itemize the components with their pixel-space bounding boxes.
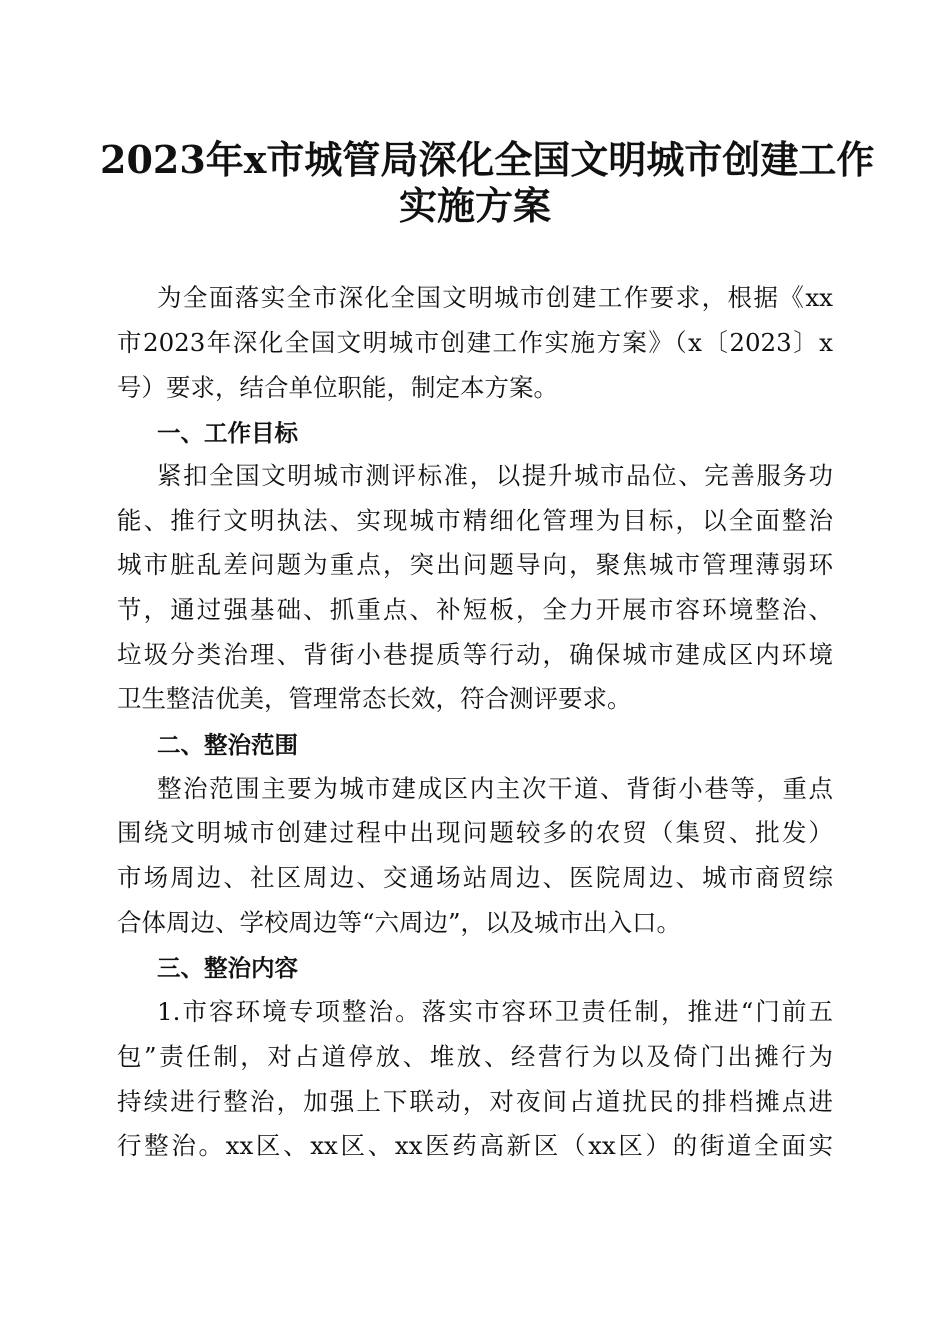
section-heading: 二、整治范围 (157, 731, 298, 759)
paragraph-line: 包”责任制，对占道停放、堆放、经营行为以及倚门出摊行为 (117, 1042, 833, 1071)
paragraph-line: 城市脏乱差问题为重点，突出问题导向，聚焦城市管理薄弱环 (117, 550, 833, 579)
document-title: 2023年x市城管局深化全国文明城市创建工作 (100, 137, 875, 182)
paragraph-line: 整治范围主要为城市建成区内主次干道、背街小巷等，重点 (157, 774, 833, 803)
paragraph-line: 号）要求，结合单位职能，制定本方案。 (117, 373, 558, 402)
section-heading: 一、工作目标 (157, 419, 298, 447)
paragraph-line: 能、推行文明执法、实现城市精细化管理为目标，以全面整治 (117, 506, 833, 535)
paragraph-line: 合体周边、学校周边等“六周边”，以及城市出入口。 (117, 908, 682, 937)
paragraph-line: 市场周边、社区周边、交通场站周边、医院周边、城市商贸综 (117, 863, 833, 892)
section-heading: 三、整治内容 (157, 954, 298, 982)
paragraph-line: 为全面落实全市深化全国文明城市创建工作要求，根据《xx (157, 283, 833, 312)
paragraph-line: 1.市容环境专项整治。落实市容环卫责任制，推进“门前五 (157, 997, 833, 1026)
paragraph-line: 卫生整洁优美，管理常态长效，符合测评要求。 (117, 684, 632, 713)
paragraph-line: 垃圾分类治理、背街小巷提质等行动，确保城市建成区内环境 (117, 640, 833, 669)
paragraph-line: 围绕文明城市创建过程中出现问题较多的农贸（集贸、批发） (117, 818, 833, 847)
paragraph-line: 持续进行整治，加强上下联动，对夜间占道扰民的排档摊点进 (117, 1087, 833, 1116)
paragraph-line: 紧扣全国文明城市测评标准，以提升城市品位、完善服务功 (157, 461, 833, 490)
paragraph-line: 市2023年深化全国文明城市创建工作实施方案》（x〔2023〕x (117, 328, 833, 357)
paragraph-line: 节，通过强基础、抓重点、补短板，全力开展市容环境整治、 (117, 595, 833, 624)
paragraph-line: 行整治。xx区、xx区、xx医药高新区（xx区）的街道全面实 (117, 1131, 833, 1160)
document-title-continued: 实施方案 (398, 183, 551, 228)
